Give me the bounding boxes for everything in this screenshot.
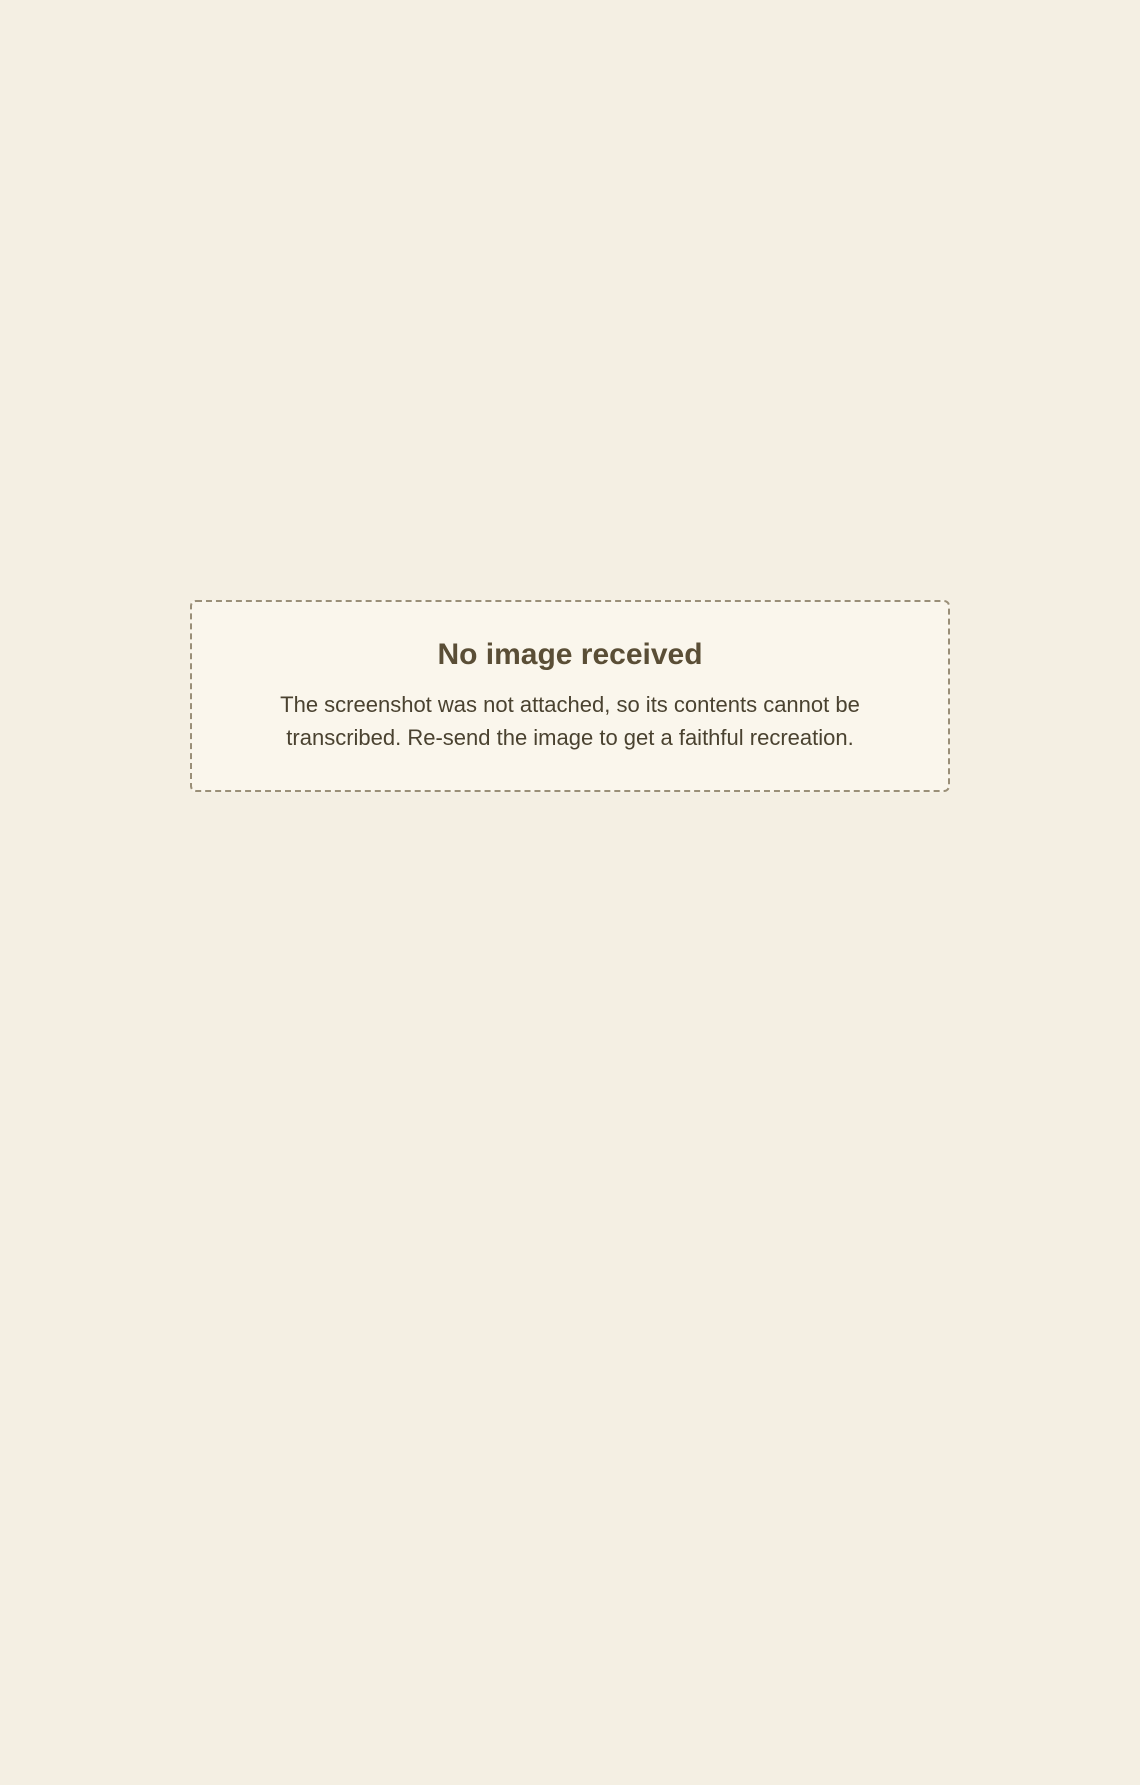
notice-body: The screenshot was not attached, so its contents cannot be transcribed. Re-send the image to get a faithful recreation.: [280, 692, 860, 750]
missing-image-notice: [190, 600, 950, 792]
notice-title: No image received: [437, 638, 703, 671]
